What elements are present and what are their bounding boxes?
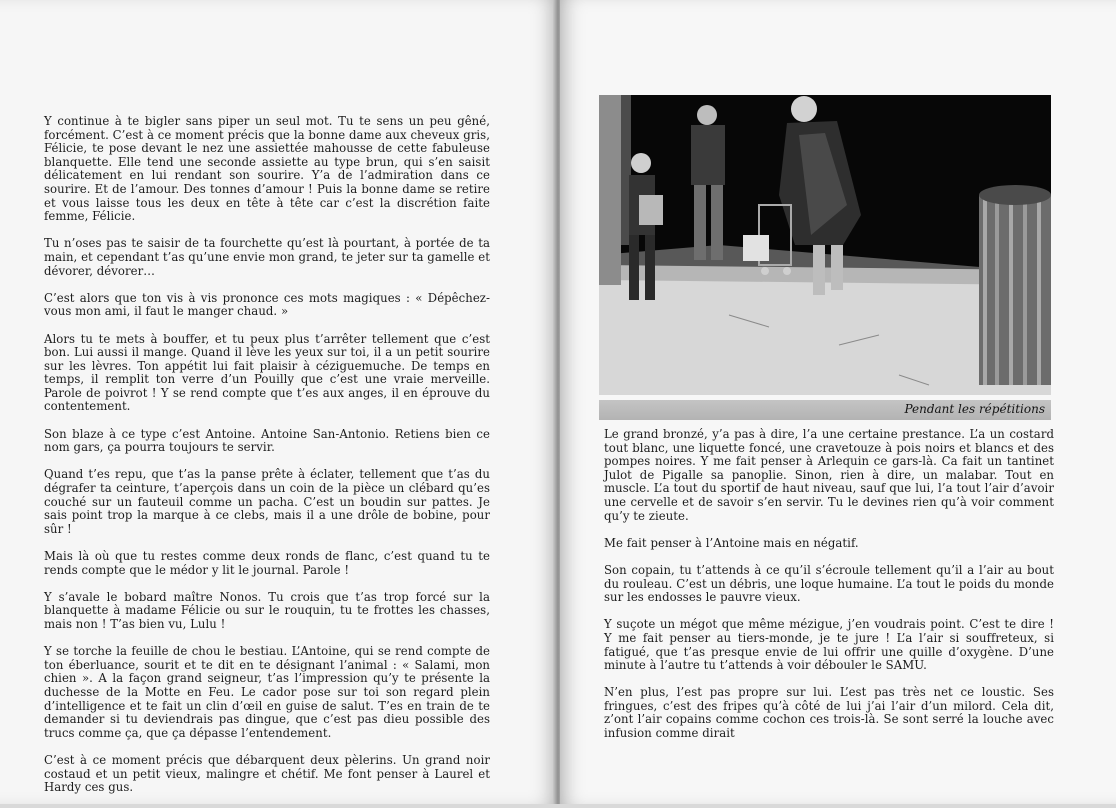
left-paragraph-8: Y s’avale le bobard maître Nonos. Tu crois que t’as trop forcé sur la blanquette à madame Félicie ou sur le rouquin, tu te frottes les chasses, mais non ! T’as bien vu, Lulu !: [44, 589, 490, 631]
left-paragraph-9: Y se torche la feuille de chou le bestiau. L’Antoine, qui se rend compte de ton éberluance, sourit et te dit en te désignant l’animal : « Salami, mon chien ». A la façon grand seigneur, t’as l’impression qu’y te présente la duchesse de la Motte en Feu. Le cador pose sur toi son regard plein d’intelligence et te fait un clin d’œil en guise de salut. T’es en train de te demander si tu deviendrais pas dingue, que c’est pas dieu possible des trucs comme ça, que ça dépasse l’entendement.: [44, 644, 490, 740]
photo-caption-bar: [599, 400, 1051, 420]
right-text-column: [604, 428, 1054, 754]
right-paragraph-3: Son copain, tu t’attends à ce qu’il s’écroule tellement qu’il a l’air au bout du rouleau. C’est un débris, une loque humaine. L’a tout le poids du monde sur les endosses le pauvre vieux.: [604, 562, 1054, 605]
right-paragraph-4: Y suçote un mégot que même mézigue, j’en voudrais point. C’est te dire ! Y me fait penser au tiers-monde, je te jure ! L’a l’air si souffreteux, si fatigué, que t’as presque envie de lui offrir une quille d’oxygène. D’une minute à l’autre tu t’attends à voir débouler le SAMU.: [604, 617, 1054, 673]
right-paragraph-1: Le grand bronzé, y’a pas à dire, l’a une certaine prestance. L’a un costard tout blanc, une liquette foncé, une cravetouze à pois noirs et blancs et des pompes noires. Y me fait penser à Arlequin ce gars-là. Ca fait un tantinet Julot de Pigalle sa panoplie. Sinon, rien à dire, un malabar. Tout en muscle. L’a tout du sportif de haut niveau, sauf que lui, l’a tout l’air d’avoir une cervelle et de savoir s’en servir. Tu le devines rien qu’à voir comment qu’y te zieute.: [604, 427, 1054, 523]
left-page: [0, 0, 556, 804]
left-paragraph-6: Quand t’es repu, que t’as la panse prête à éclater, tellement que t’as du dégrafer ta ceinture, t’aperçois dans un coin de la pièce un clébard qu’es couché sur un fauteuil comme un pacha. C’est un boudin sur pattes. Je sais point trop la marque à ce clebs, mais il a une drôle de bobine, pour sûr !: [44, 467, 490, 536]
right-paragraph-2: Me fait penser à l’Antoine mais en négatif.: [604, 535, 859, 550]
left-paragraph-5: Son blaze à ce type c’est Antoine. Antoine San-Antonio. Retiens bien ce nom gars, ça pourra toujours te servir.: [44, 426, 490, 455]
left-paragraph-7: Mais là où que tu restes comme deux ronds de flanc, c’est quand tu te rends compte que le médor y lit le journal. Parole !: [44, 549, 490, 577]
left-paragraph-10: C’est à ce moment précis que débarquent deux pèlerins. Un grand noir costaud et un petit vieux, malingre et chétif. Me font penser à Laurel et Hardy ces gus.: [44, 752, 490, 795]
left-paragraph-3: C’est alors que ton vis à vis prononce ces mots magiques : « Dépêchez-vous mon ami, il faut le manger chaud. »: [44, 290, 490, 319]
left-text-column: [44, 115, 490, 808]
left-paragraph-1: Y continue à te bigler sans piper un seul mot. Tu te sens un peu gêné, forcément. C’est à ce moment précis que la bonne dame aux cheveux gris, Félicie, te pose devant le nez une assiettée mahousse de cette fabuleuse blanquette. Elle tend une seconde assiette au type brun, qui s’en saisit délicatement en lui rendant son sourire. Y’a de l’admiration dans ce sourire. Et de l’amour. Des tonnes d’amour ! Puis la bonne dame se retire et vous laisse tous les deux en tête à tête car c’est la discrétion faite femme, Félicie.: [44, 114, 490, 224]
photo-caption: Pendant les répétitions: [904, 402, 1045, 416]
left-paragraph-4: Alors tu te mets à bouffer, et tu peux plus t’arrêter tellement que c’est bon. Lui aussi il mange. Quand il lève les yeux sur toi, il a un petit sourire sur les lèvres. Ton appétit lui fait plaisir à céziguemuche. De temps en temps, il remplit ton verre d’un Pouilly que c’est une vraie merveille. Parole de poivrot ! Y se rend compte que t’es aux anges, il en éprouve du contentement.: [44, 331, 490, 414]
rehearsal-photo: [599, 95, 1051, 395]
right-paragraph-5: N’en plus, l’est pas propre sur lui. L’est pas très net ce loustic. Ses fringues, c’est des fripes qu’à côté de lui j’ai l’air d’un milord. Cela dit, z’ont l’air copains comme cochon ces trois-là. Se sont serré la louche avec infusion comme dirait: [604, 685, 1054, 741]
left-paragraph-2: Tu n’oses pas te saisir de ta fourchette qu’est là pourtant, à portée de ta main, et cependant t’as qu’une envie mon grand, te jeter sur ta gamelle et dévorer, dévorer…: [44, 236, 490, 278]
rehearsal-photo-drawing: [599, 95, 1051, 395]
